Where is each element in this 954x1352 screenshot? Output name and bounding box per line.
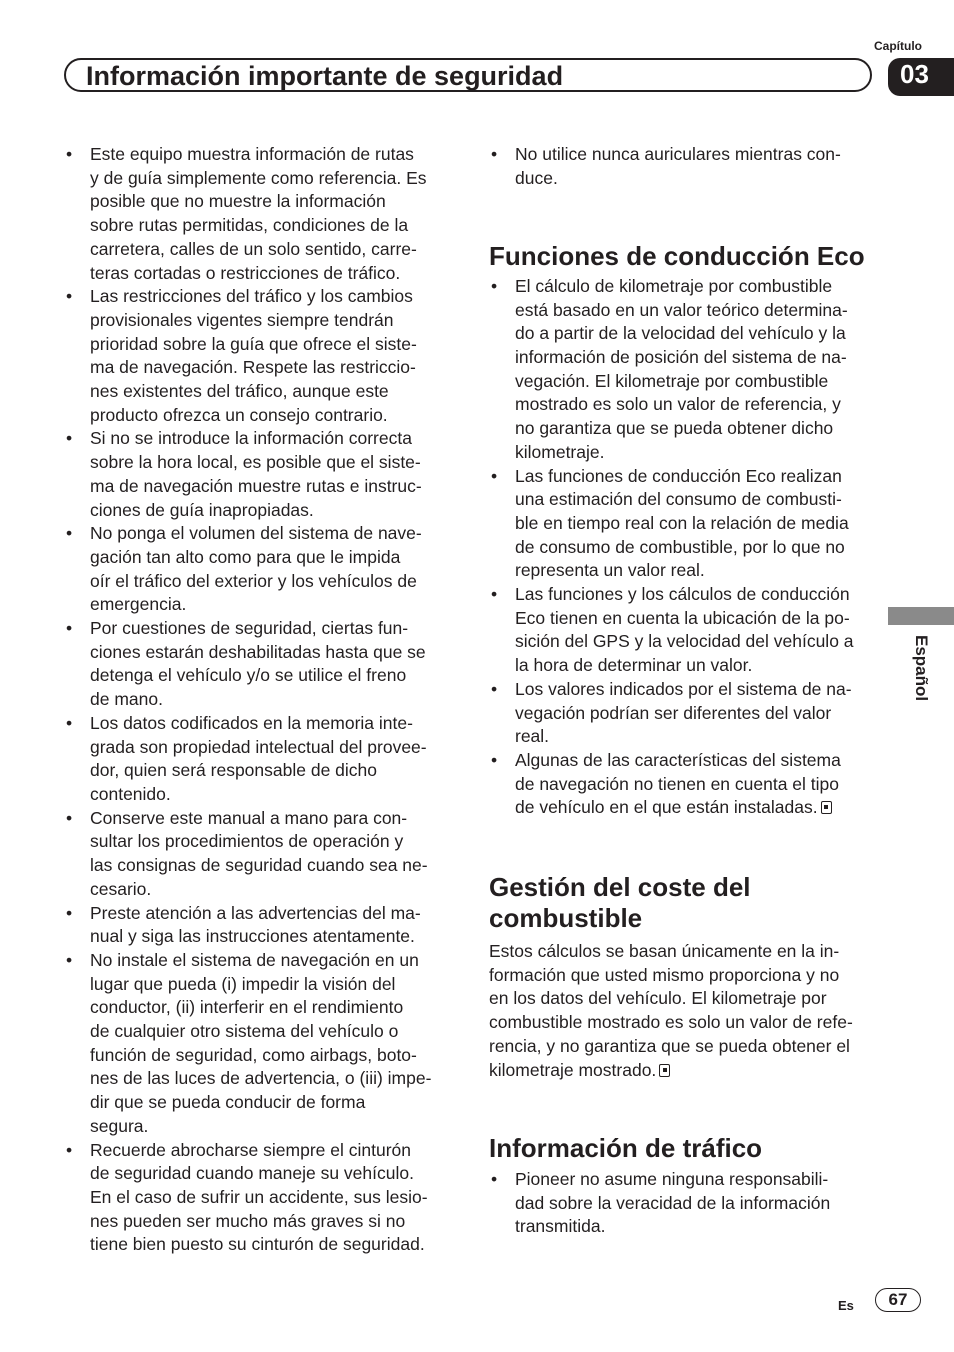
chapter-label: Capítulo (874, 39, 922, 53)
section-end-icon (659, 1064, 670, 1077)
text-line: Recuerde abrocharse siempre el cinturón (90, 1139, 411, 1160)
list-item (64, 427, 456, 522)
text-line: En el caso de sufrir un accidente, sus lesio- (90, 1186, 428, 1207)
text-line: una estimación del consumo de combusti- (515, 489, 842, 510)
text-line: representa un valor real. (515, 560, 705, 581)
text-line: transmitida. (515, 1216, 606, 1237)
page-title: Información importante de seguridad (86, 61, 564, 91)
bullet-icon: • (491, 465, 498, 486)
traffic-section-title: Información de tráfico (489, 1133, 763, 1164)
text-line: Estos cálculos se basan únicamente en la in- (489, 941, 840, 962)
fuel-section-title (489, 872, 881, 933)
bullet-icon: • (491, 275, 498, 296)
text-line: nes existentes del tráfico, aunque este (90, 381, 389, 402)
text-line: El cálculo de kilometraje por combustible (515, 275, 833, 296)
left-column (64, 143, 456, 1257)
text-line: ciones de guía inapropiadas. (90, 499, 314, 520)
right-column (489, 143, 881, 1239)
text-line: No utilice nunca auriculares mientras con- (515, 144, 841, 164)
text-line: en los datos del vehículo. El kilometraje por (489, 988, 827, 1009)
fuel-section-body (489, 940, 881, 1082)
text-line: vegación. El kilometraje por combustible (515, 370, 829, 391)
text-line: Algunas de las características del sistema (515, 749, 841, 770)
text-line: Los valores indicados por el sistema de na- (515, 678, 852, 699)
text-line: está basado en un valor teórico determina- (515, 299, 848, 320)
text-line: provisionales vigentes siempre tendrán (90, 309, 394, 330)
text-line: do a partir de la velocidad del vehículo y la (515, 323, 846, 344)
text-line: la hora de determinar un valor. (515, 655, 753, 676)
text-line: Eco tienen en cuenta la ubicación de la po- (515, 607, 850, 628)
fuel-title-line: Gestión del coste del (489, 872, 751, 903)
text-line: ble en tiempo real con la relación de media (515, 512, 849, 533)
list-item (64, 712, 456, 807)
text-line: nual y siga las instrucciones atentamente. (90, 926, 415, 947)
list-item (489, 749, 881, 820)
text-line: contenido. (90, 783, 171, 804)
text-line: No ponga el volumen del sistema de nave- (90, 523, 422, 544)
text-line: dir que se pueda conducir de forma (90, 1092, 366, 1113)
bullet-icon: • (491, 1168, 498, 1189)
bullet-icon: • (66, 1139, 73, 1160)
text-line: Si no se introduce la información correcta (90, 428, 412, 449)
list-item (64, 522, 456, 617)
text-line: sobre la hora local, es posible que el siste- (90, 452, 421, 473)
text-line: mostrado es solo un valor de referencia, y (515, 394, 841, 415)
bullet-icon: • (66, 807, 73, 828)
text-line: Las funciones y los cálculos de conducción (515, 584, 850, 605)
text-line: producto ofrezca un consejo contrario. (90, 404, 388, 425)
fuel-title-line: combustible (489, 902, 643, 933)
text-line: sición del GPS y la velocidad del vehículo a (515, 631, 854, 652)
text-line: Los datos codificados en la memoria inte- (90, 712, 413, 733)
text-line: kilometraje. (515, 441, 605, 462)
text-line: ma de navegación. Respete las restriccio- (90, 357, 416, 378)
text-line: carretera, calles de un solo sentido, carre- (90, 238, 417, 259)
text-line: ciones estarán deshabilitadas hasta que se (90, 641, 426, 662)
continued-bullet-list (489, 143, 881, 190)
text-line: las consignas de seguridad cuando sea ne- (90, 855, 428, 876)
bullet-icon: • (491, 144, 498, 164)
bullet-icon: • (491, 749, 498, 770)
text-line: posible que no muestre la información (90, 191, 386, 212)
text-line: Las funciones de conducción Eco realizan (515, 465, 842, 486)
text-line: formación que usted mismo proporciona y no (489, 964, 840, 985)
text-line: kilometraje mostrado. (489, 1059, 657, 1080)
text-line: sobre rutas permitidas, condiciones de la (90, 215, 409, 236)
list-item (64, 902, 456, 949)
text-line: dad sobre la veracidad de la información (515, 1192, 831, 1213)
text-line: segura. (90, 1115, 149, 1136)
list-item (489, 583, 881, 678)
bullet-icon: • (66, 949, 73, 970)
text-line: función de seguridad, como airbags, boto- (90, 1044, 417, 1065)
text-line: de navegación no tienen en cuenta el tipo (515, 773, 840, 794)
bullet-icon: • (66, 286, 73, 307)
text-line: de mano. (90, 689, 163, 710)
bullet-icon: • (66, 144, 73, 164)
language-tab-marker (888, 607, 954, 625)
text-line: oír el tráfico del exterior y los vehículos de (90, 570, 417, 591)
text-line: de seguridad cuando maneje su vehículo. (90, 1163, 414, 1184)
text-line: grada son propiedad intelectual del provee- (90, 736, 427, 757)
text-line: lugar que pueda (i) impedir la visión del (90, 973, 396, 994)
eco-bullet-list (489, 275, 881, 820)
list-item (64, 1139, 456, 1258)
list-item (64, 617, 456, 712)
text-line: de cualquier otro sistema del vehículo o (90, 1021, 399, 1042)
list-item (489, 678, 881, 749)
text-line: Este equipo muestra información de rutas (90, 144, 414, 164)
list-item (64, 807, 456, 902)
text-line: ma de navegación muestre rutas e instruc- (90, 475, 422, 496)
text-line: cesario. (90, 878, 152, 899)
bullet-icon: • (66, 428, 73, 449)
text-line: Las restricciones del tráfico y los cambios (90, 286, 413, 307)
language-tab-label: Español (912, 635, 931, 702)
bullet-icon: • (491, 584, 498, 605)
text-line: combustible mostrado es solo un valor de refe- (489, 1012, 853, 1033)
bullet-icon: • (66, 902, 73, 923)
text-line: tiene bien puesto su cinturón de seguridad. (90, 1234, 425, 1255)
text-line: prioridad sobre la guía que ofrece el siste- (90, 333, 417, 354)
bullet-icon: • (491, 678, 498, 699)
list-item (489, 143, 881, 190)
text-line: teras cortadas o restricciones de tráfico. (90, 262, 401, 283)
text-line: emergencia. (90, 594, 187, 615)
text-line: Por cuestiones de seguridad, ciertas fun- (90, 618, 409, 639)
text-line: duce. (515, 167, 558, 188)
list-item (64, 949, 456, 1139)
section-end-icon (821, 801, 832, 814)
bullet-icon: • (66, 712, 73, 733)
text-line: Preste atención a las advertencias del ma- (90, 902, 421, 923)
list-item (489, 275, 881, 465)
text-line: Conserve este manual a mano para con- (90, 807, 408, 828)
text-line: nes de las luces de advertencia, o (iii) impe- (90, 1068, 432, 1089)
list-item (489, 1168, 881, 1239)
text-line: detenga el vehículo y/o se utilice el freno (90, 665, 407, 686)
footer-language: Es (838, 1298, 854, 1313)
text-line: No instale el sistema de navegación en un (90, 949, 419, 970)
eco-section-title: Funciones de conducción Eco (489, 241, 865, 272)
text-line: conductor, (ii) interferir en el rendimiento (90, 997, 404, 1018)
text-line: de vehículo en el que están instaladas. (515, 797, 818, 818)
text-line: gación tan alto como para que le impida (90, 546, 401, 567)
list-item (489, 465, 881, 584)
text-line: sultar los procedimientos de operación y (90, 831, 404, 852)
text-line: real. (515, 726, 550, 747)
text-line: no garantiza que se pueda obtener dicho (515, 418, 834, 439)
page-number: 67 (875, 1288, 921, 1312)
safety-bullet-list (64, 143, 456, 1257)
chapter-number: 03 (900, 59, 929, 89)
text-line: información de posición del sistema de na- (515, 347, 847, 368)
bullet-icon: • (66, 523, 73, 544)
traffic-bullet-list (489, 1168, 881, 1239)
list-item (64, 143, 456, 285)
text-line: nes pueden ser mucho más graves si no (90, 1210, 406, 1231)
text-line: vegación podrían ser diferentes del valor (515, 702, 832, 723)
text-line: y de guía simplemente como referencia. Es (90, 167, 427, 188)
bullet-icon: • (66, 618, 73, 639)
text-line: Pioneer no asume ninguna responsabili- (515, 1168, 829, 1189)
text-line: dor, quien será responsable de dicho (90, 760, 378, 781)
text-line: de consumo de combustible, por lo que no (515, 536, 845, 557)
text-line: rencia, y no garantiza que se pueda obtener el (489, 1035, 850, 1056)
list-item (64, 285, 456, 427)
